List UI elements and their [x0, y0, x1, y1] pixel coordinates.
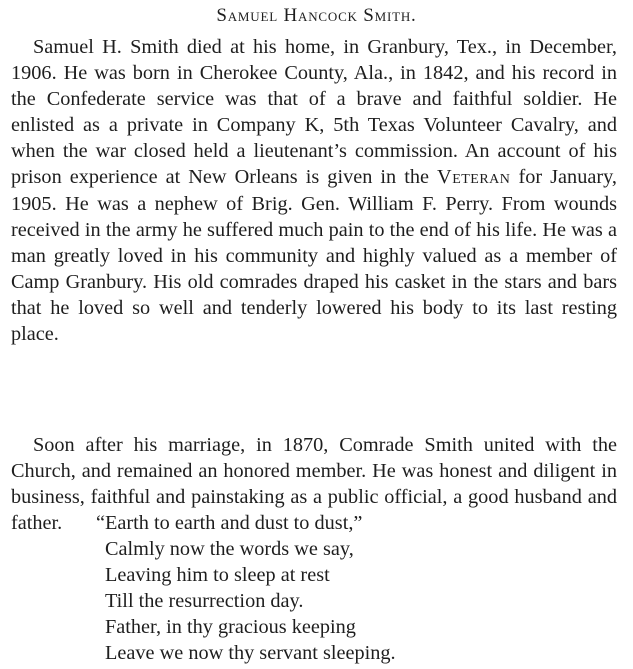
paragraph-1-text-a: Samuel H. Smith died at his home, in Granbury, Tex., in December, 1906. He was born in Cherokee County, Ala., in 1842, and his record in the Confederate service was that of a brave and faithful soldier. He enlisted as a private in Company K, 5th Texas Volunteer Cavalry, and when the war closed held a lieutenant’s commission. An account of his prison experience at New Orleans is given in the [11, 36, 617, 189]
obituary-paragraph-2: Soon after his marriage, in 1870, Comrade Smith united with the Church, and remained an honored member. He was honest and diligent in business, faithful and painstaking as a public official, a good husband and father. [11, 434, 617, 535]
poem-line: Calmly now the words we say, [105, 538, 354, 561]
poem-line: Father, in thy gracious keeping [105, 616, 356, 639]
paragraph-1-text-b: for January, 1905. He was a nephew of Brig. Gen. William F. Perry. From wounds received in the army he suffered much pain to the end of his life. He was a man greatly loved in his community and highly valued as a member of Camp Granbury. His old comrades draped his casket in the stars and bars that he loved so well and tenderly lowered his body to its last resting place. [11, 166, 617, 346]
poem-line: Till the resurrection day. [105, 590, 304, 613]
obituary-paragraph-1 [11, 34, 617, 347]
veteran-publication-name: Veteran [437, 166, 511, 189]
memorial-poem [96, 510, 396, 667]
poem-line: Leave we now thy servant sleeping. [105, 642, 396, 665]
poem-line: “Earth to earth and dust to dust,” [96, 512, 363, 534]
article-title: Samuel Hancock Smith. [216, 5, 417, 26]
poem-line: Leaving him to sleep at rest [105, 564, 330, 587]
